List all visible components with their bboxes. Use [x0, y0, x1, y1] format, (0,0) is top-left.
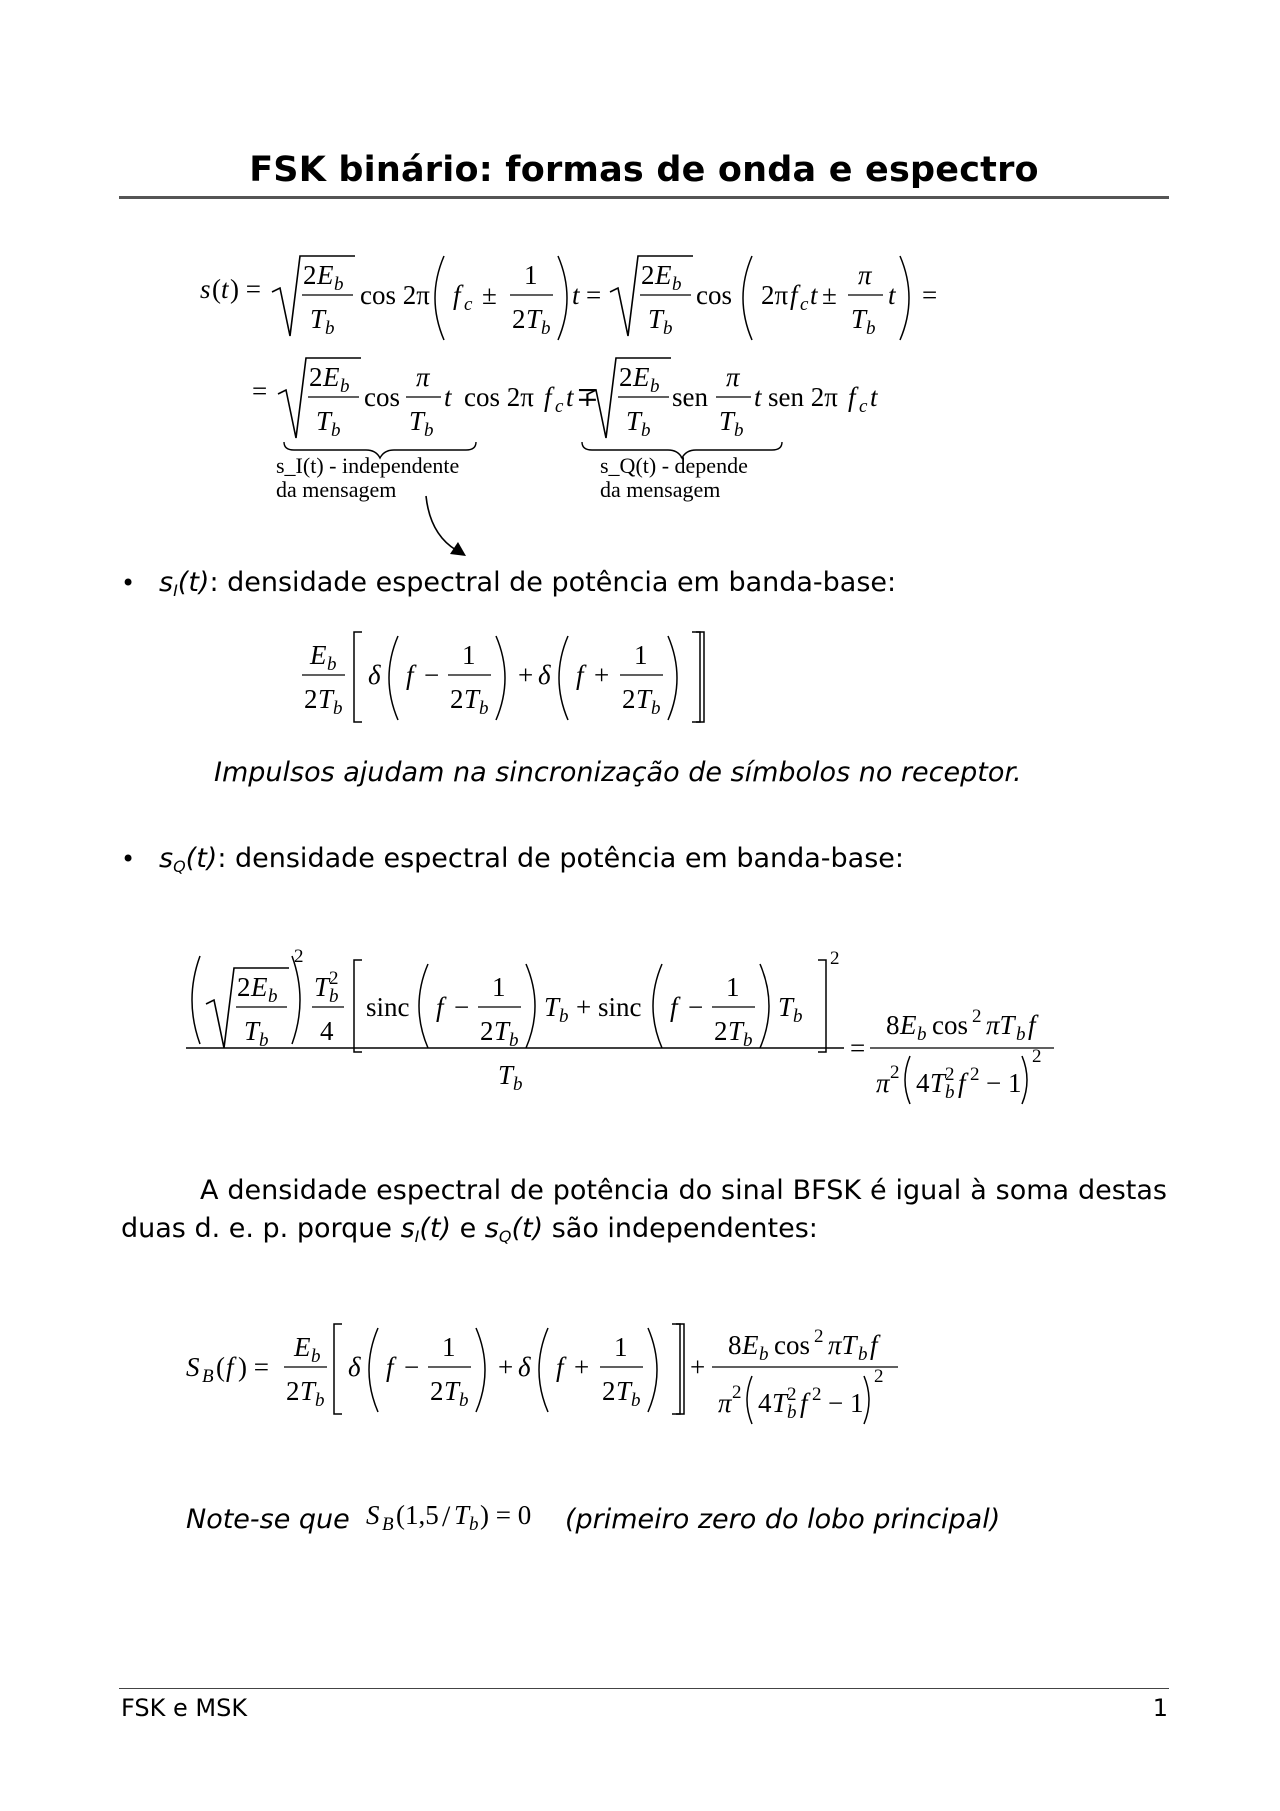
svg-text:2: 2 [972, 1006, 982, 1027]
svg-text:2: 2 [237, 972, 251, 1002]
svg-text:T: T [526, 304, 542, 334]
svg-text:2: 2 [602, 1376, 616, 1406]
svg-text:T: T [444, 1376, 460, 1406]
svg-text:T: T [778, 992, 794, 1022]
svg-text:2: 2 [480, 1016, 494, 1046]
svg-text:b: b [866, 318, 876, 339]
svg-text:b: b [331, 420, 341, 441]
svg-text:f: f [556, 1352, 564, 1382]
equation-signal-line2 [248, 350, 888, 467]
svg-text:=: = [850, 1033, 866, 1063]
svg-text:E: E [323, 362, 340, 392]
svg-text:+ sinc: + sinc [576, 992, 642, 1022]
svg-text:T: T [930, 1068, 946, 1098]
svg-text:2: 2 [294, 946, 304, 967]
svg-text:b: b [1016, 1024, 1026, 1045]
svg-text:8: 8 [728, 1330, 742, 1360]
svg-text:T: T [648, 304, 664, 334]
svg-text:b: b [311, 1346, 321, 1367]
svg-text:t: t [810, 280, 818, 310]
svg-text:f: f [436, 992, 444, 1022]
svg-text:2: 2 [622, 684, 636, 714]
svg-text:δ: δ [348, 1352, 361, 1382]
svg-text:∓: ∓ [576, 382, 599, 412]
svg-text:δ: δ [538, 660, 551, 690]
svg-text:c: c [555, 396, 564, 417]
svg-text:f: f [453, 280, 461, 310]
svg-text:2: 2 [430, 1376, 444, 1406]
svg-text:1: 1 [726, 972, 740, 1002]
svg-text:b: b [329, 986, 339, 1007]
paragraph-sub-q: Q [498, 1227, 512, 1246]
svg-text:b: b [268, 986, 278, 1007]
svg-text:b: b [759, 1344, 769, 1365]
svg-text:b: b [469, 1514, 479, 1535]
svg-text:4: 4 [320, 1016, 334, 1046]
paragraph-arg-i: (t) [419, 1213, 452, 1244]
svg-text:b: b [424, 420, 434, 441]
svg-text:b: b [663, 318, 673, 339]
svg-text:cos: cos [696, 280, 732, 310]
svg-text:b: b [651, 698, 661, 719]
svg-text:π: π [718, 1388, 732, 1418]
note-impulses: Impulsos ajudam na sincronização de símbolos no receptor. [214, 757, 1022, 788]
svg-text:S: S [366, 1500, 380, 1530]
svg-text:f: f [800, 1388, 808, 1418]
svg-text:f: f [848, 382, 856, 412]
svg-text:1: 1 [524, 260, 538, 290]
svg-text:δ: δ [368, 660, 381, 690]
svg-text:cos 2π: cos 2π [464, 382, 534, 412]
svg-text:2: 2 [329, 968, 339, 989]
svg-text:−: − [688, 992, 704, 1022]
svg-text:T: T [728, 1016, 744, 1046]
paragraph-symbol-q: s [484, 1213, 499, 1244]
svg-text:/: / [442, 1500, 451, 1533]
svg-text:s: s [200, 274, 211, 304]
svg-text:1: 1 [462, 640, 476, 670]
svg-text:T: T [409, 406, 425, 436]
svg-text:T: T [544, 992, 560, 1022]
svg-text:E: E [900, 1010, 917, 1040]
brace-label-in-phase-line2: da mensagem [276, 477, 397, 502]
svg-text:c: c [800, 294, 809, 315]
svg-text:2: 2 [641, 260, 655, 290]
svg-text:+: + [594, 660, 610, 690]
svg-text:− 1: − 1 [828, 1388, 864, 1418]
bullet-symbol: s [159, 843, 174, 874]
svg-text:T: T [244, 1016, 260, 1046]
paragraph-arg-q: (t) [511, 1213, 544, 1244]
svg-text:B: B [382, 1514, 394, 1535]
svg-text:2: 2 [619, 362, 633, 392]
svg-text:S: S [186, 1352, 200, 1382]
svg-text:b: b [513, 1074, 523, 1095]
svg-text:f: f [670, 992, 678, 1022]
svg-text:f: f [790, 280, 798, 310]
svg-text:b: b [631, 1390, 641, 1411]
svg-text:T: T [616, 1376, 632, 1406]
note-first-zero [186, 1496, 1000, 1536]
equation-psd-in-phase [300, 628, 720, 735]
svg-text:2: 2 [512, 304, 526, 334]
svg-text:−: − [454, 992, 470, 1022]
svg-text:sinc: sinc [366, 992, 410, 1022]
svg-text:b: b [743, 1030, 753, 1051]
svg-text:2: 2 [732, 1382, 742, 1403]
paragraph-bfsk-psd [121, 1172, 1167, 1256]
svg-text:2: 2 [890, 1062, 900, 1083]
svg-text:b: b [334, 274, 344, 295]
svg-text:T: T [310, 304, 326, 334]
svg-text:cos 2π: cos 2π [360, 280, 430, 310]
svg-text:sen 2π: sen 2π [768, 382, 838, 412]
svg-text:T: T [636, 684, 652, 714]
svg-text:2: 2 [787, 1384, 797, 1405]
svg-text:π: π [858, 260, 872, 290]
svg-text:b: b [541, 318, 551, 339]
svg-text:t: t [754, 382, 762, 412]
page-title: FSK binário: formas de onda e espectro [249, 150, 1039, 190]
svg-text:T: T [626, 406, 642, 436]
svg-text:π: π [876, 1068, 890, 1098]
footer-rule [119, 1688, 1169, 1689]
svg-text:δ: δ [518, 1352, 531, 1382]
svg-text:=: = [922, 280, 938, 310]
svg-text:f: f [386, 1352, 394, 1382]
svg-text:2: 2 [309, 362, 323, 392]
svg-text:E: E [633, 362, 650, 392]
svg-text:−: − [404, 1352, 420, 1382]
svg-text:B: B [202, 1366, 214, 1387]
svg-text:b: b [259, 1030, 269, 1051]
title-underline [119, 196, 1169, 199]
bullet-dot-icon: • [121, 845, 136, 873]
svg-text:t: t [566, 382, 574, 412]
svg-text:π: π [726, 362, 740, 392]
svg-text:b: b [333, 698, 343, 719]
svg-text:2: 2 [303, 260, 317, 290]
svg-text:T: T [494, 1016, 510, 1046]
paragraph-part2: são independentes: [543, 1213, 818, 1244]
bullet-text: : densidade espectral de potência em banda-base: [209, 567, 897, 598]
svg-text:b: b [917, 1024, 927, 1045]
svg-text:T: T [498, 1060, 514, 1090]
brace-label-quadrature [600, 454, 748, 502]
svg-text:b: b [793, 1006, 803, 1027]
svg-text:f: f [958, 1068, 966, 1098]
svg-text:T: T [851, 304, 867, 334]
svg-text:cos: cos [774, 1330, 810, 1360]
svg-text:T: T [300, 1376, 316, 1406]
svg-text:E: E [310, 640, 327, 670]
svg-text:) =: ) = [238, 1352, 269, 1382]
equation-total-psd [186, 1320, 946, 1447]
svg-text:±: ± [482, 280, 497, 310]
bullet-subscript: Q [173, 857, 186, 876]
svg-text:f: f [226, 1352, 234, 1382]
svg-text:cos: cos [932, 1010, 968, 1040]
bullet-dot-icon: • [121, 569, 136, 597]
equation-sb-zero [364, 1496, 550, 1536]
svg-text:f: f [1028, 1010, 1036, 1040]
svg-text:4: 4 [916, 1068, 930, 1098]
svg-text:πT: πT [828, 1330, 857, 1360]
footer-doc-title: FSK e MSK [121, 1694, 248, 1722]
equation-signal-line1 [200, 248, 960, 355]
svg-text:b: b [787, 1402, 797, 1423]
svg-text:t: t [572, 280, 580, 310]
svg-text:4: 4 [758, 1388, 772, 1418]
svg-text:+: + [518, 660, 534, 690]
svg-text:f: f [406, 660, 414, 690]
svg-text:2π: 2π [761, 280, 789, 310]
svg-text:b: b [559, 1006, 569, 1027]
svg-text:E: E [251, 972, 268, 1002]
svg-text:T: T [316, 406, 332, 436]
svg-text:+: + [574, 1352, 590, 1382]
svg-text:b: b [945, 1082, 955, 1103]
svg-text:E: E [317, 260, 334, 290]
paragraph-sub-i: I [414, 1227, 420, 1246]
bullet-subscript: I [173, 581, 178, 600]
svg-text:b: b [340, 376, 350, 397]
svg-text:πT: πT [986, 1010, 1015, 1040]
svg-text:2: 2 [970, 1064, 980, 1085]
svg-text:T: T [772, 1388, 788, 1418]
svg-text:t: t [888, 280, 896, 310]
svg-text:b: b [734, 420, 744, 441]
svg-text:1: 1 [634, 640, 648, 670]
svg-text:b: b [479, 698, 489, 719]
curved-arrow-icon [420, 494, 470, 565]
paragraph-and: e [451, 1213, 485, 1244]
svg-text:(: ( [216, 1352, 225, 1382]
svg-text:1: 1 [442, 1332, 456, 1362]
svg-text:E: E [294, 1332, 311, 1362]
svg-text:E: E [655, 260, 672, 290]
svg-text:T: T [318, 684, 334, 714]
svg-text:f: f [870, 1330, 878, 1360]
svg-text:2: 2 [812, 1384, 822, 1405]
svg-text:(: ( [212, 274, 221, 304]
bullet-argument: (t) [177, 567, 210, 598]
svg-text:b: b [459, 1390, 469, 1411]
svg-text:sen: sen [672, 382, 708, 412]
paragraph-part1: A densidade espectral de potência do sinal BFSK é igual à soma destas duas d. e. p. porque [121, 1175, 1167, 1244]
svg-text:b: b [327, 654, 337, 675]
svg-text:b: b [672, 274, 682, 295]
svg-text:2: 2 [830, 948, 840, 969]
svg-text:−: − [424, 660, 440, 690]
brace-label-in-phase-line1: s_I(t) - independente [276, 453, 460, 478]
svg-text:) =: ) = [230, 274, 261, 304]
svg-text:c: c [859, 396, 868, 417]
svg-text:2: 2 [814, 1326, 824, 1347]
svg-text:cos: cos [364, 382, 400, 412]
svg-text:π: π [416, 362, 430, 392]
footer-page-number: 1 [1152, 1694, 1168, 1722]
equation-psd-quadrature [186, 944, 1086, 1131]
bullet-quadrature-psd [121, 843, 904, 876]
svg-text:T: T [314, 972, 330, 1002]
svg-text:t: t [444, 382, 452, 412]
note-prefix: Note-se que [186, 1504, 350, 1535]
svg-text:− 1: − 1 [986, 1068, 1022, 1098]
brace-label-quadrature-line1: s_Q(t) - depende [600, 453, 748, 478]
svg-text:T: T [464, 684, 480, 714]
svg-text:b: b [641, 420, 651, 441]
svg-text:T: T [454, 1500, 470, 1530]
svg-text:b: b [858, 1344, 868, 1365]
note-suffix: (primeiro zero do lobo principal) [564, 1504, 1001, 1535]
bullet-symbol: s [159, 567, 174, 598]
svg-text:2: 2 [1032, 1046, 1042, 1067]
svg-text:t: t [870, 382, 878, 412]
svg-text:=: = [252, 376, 268, 406]
svg-text:2: 2 [945, 1064, 955, 1085]
svg-text:b: b [315, 1390, 325, 1411]
svg-text:c: c [464, 294, 473, 315]
svg-text:) = 0: ) = 0 [480, 1500, 532, 1530]
svg-text:2: 2 [714, 1016, 728, 1046]
svg-text:2: 2 [874, 1366, 884, 1387]
bullet-argument: (t) [185, 843, 218, 874]
svg-text:t: t [221, 274, 229, 304]
svg-text:b: b [325, 318, 335, 339]
svg-text:8: 8 [886, 1010, 900, 1040]
svg-text:1: 1 [614, 1332, 628, 1362]
bullet-in-phase-psd [121, 567, 896, 600]
paragraph-symbol-i: s [400, 1213, 415, 1244]
svg-text:1: 1 [492, 972, 506, 1002]
svg-text:(1,5: (1,5 [396, 1500, 440, 1530]
svg-text:b: b [650, 376, 660, 397]
svg-text:2: 2 [304, 684, 318, 714]
svg-text:2: 2 [286, 1376, 300, 1406]
svg-text:f: f [544, 382, 552, 412]
svg-text:2: 2 [450, 684, 464, 714]
svg-text:T: T [719, 406, 735, 436]
svg-text:f: f [576, 660, 584, 690]
svg-text:E: E [742, 1330, 759, 1360]
brace-label-quadrature-line2: da mensagem [600, 477, 721, 502]
svg-text:+: + [690, 1352, 706, 1382]
svg-text:=: = [586, 280, 602, 310]
svg-text:+: + [498, 1352, 514, 1382]
svg-text:±: ± [822, 280, 837, 310]
svg-text:b: b [509, 1030, 519, 1051]
bullet-text: : densidade espectral de potência em banda-base: [217, 843, 904, 874]
